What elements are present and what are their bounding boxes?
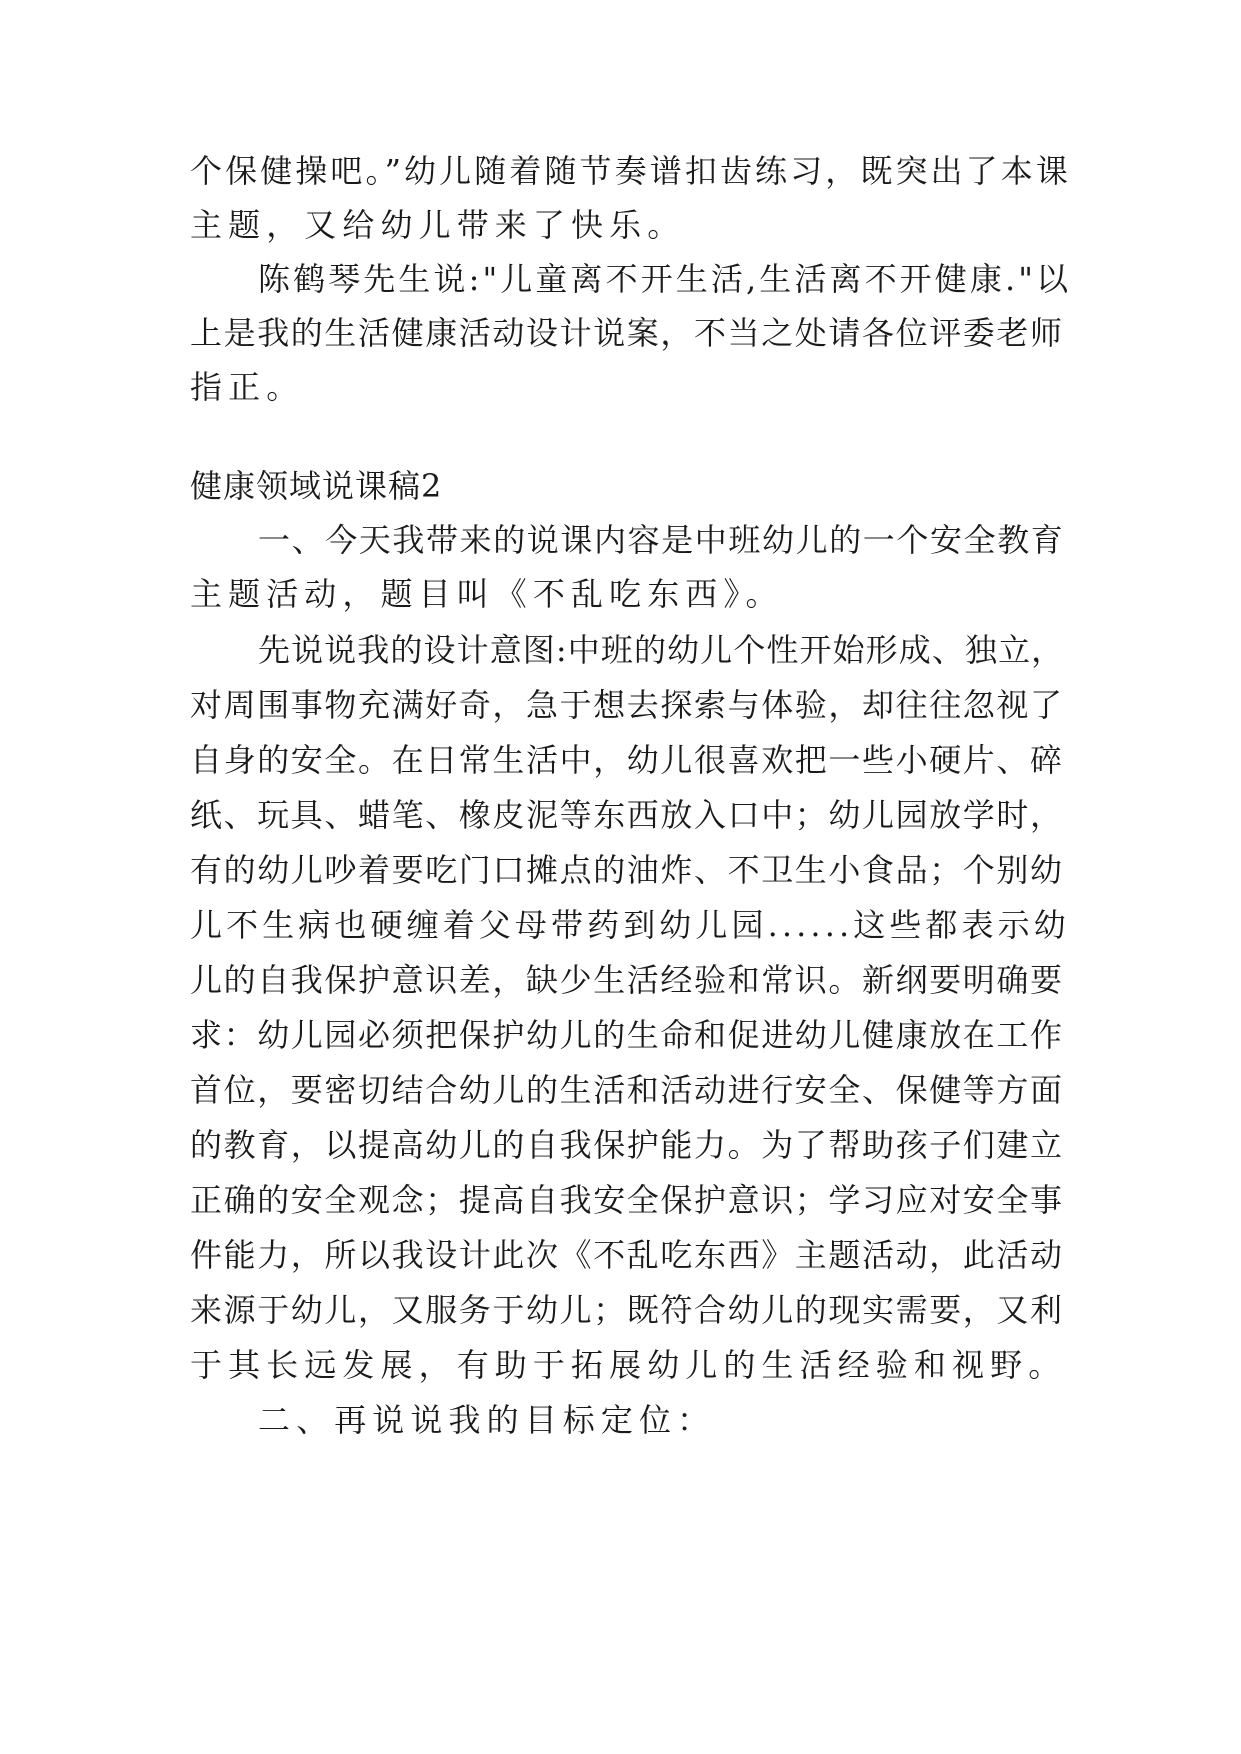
text-line: 纸、玩具、蜡笔、橡皮泥等东西放入口中；幼儿园放学时，: [190, 796, 1064, 834]
text-line: 个保健操吧。”幼儿随着随节奏谱扣齿练习，既突出了本课: [190, 152, 1071, 190]
text-line: 正确的安全观念；提高自我安全保护意识；学习应对安全事: [190, 1181, 1064, 1219]
text-line: 求：幼儿园必须把保护幼儿的生命和促进幼儿健康放在工作: [190, 1016, 1064, 1054]
text-line: 的教育，以提高幼儿的自我保护能力。为了帮助孩子们建立: [190, 1126, 1064, 1164]
text-line: 主题活动，题目叫《不乱吃东西》。: [190, 575, 784, 613]
text-line: 自身的安全。在日常生活中，幼儿很喜欢把一些小硬片、碎: [190, 741, 1064, 779]
text-line: 有的幼儿吵着要吃门口摊点的油炸、不卫生小食品；个别幼: [190, 851, 1064, 889]
text-line: 首位，要密切结合幼儿的生活和活动进行安全、保健等方面: [190, 1071, 1064, 1109]
text-line: 对周围事物充满好奇，急于想去探索与体验，却往往忽视了: [190, 686, 1064, 724]
text-line: 来源于幼儿，又服务于幼儿；既符合幼儿的现实需要，又利: [190, 1291, 1064, 1329]
text-line: 陈鹤琴先生说:"儿童离不开生活,生活离不开健康."以: [258, 260, 1072, 298]
text-line: 先说说我的设计意图:中班的幼儿个性开始形成、独立，: [258, 631, 1065, 669]
text-line: 二、再说说我的目标定位：: [258, 1401, 716, 1439]
text-line: 儿的自我保护意识差，缺少生活经验和常识。新纲要明确要: [190, 961, 1064, 999]
text-line: 指正。: [190, 368, 305, 406]
text-line: 件能力，所以我设计此次《不乱吃东西》主题活动，此活动: [190, 1236, 1064, 1274]
text-line: 于其长远发展，有助于拓展幼儿的生活经验和视野。: [190, 1346, 1067, 1384]
text-line: 上是我的生活健康活动设计说案，不当之处请各位评委老师: [190, 314, 1064, 352]
text-line: 主题，又给幼儿带来了快乐。: [190, 206, 686, 244]
section-heading: 健康领域说课稿2: [190, 467, 443, 505]
text-line: 儿不生病也硬缠着父母带药到幼儿园......这些都表示幼: [190, 906, 1070, 944]
text-line: 一、今天我带来的说课内容是中班幼儿的一个安全教育: [258, 521, 1065, 559]
